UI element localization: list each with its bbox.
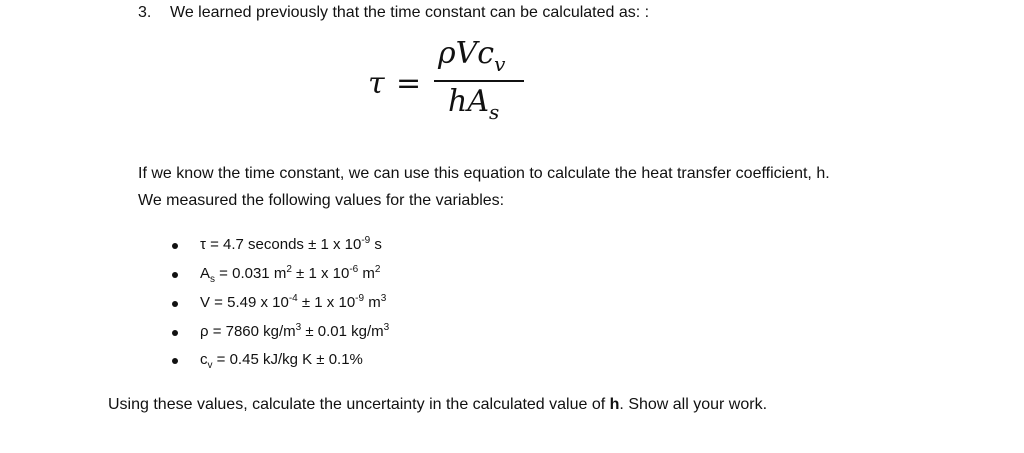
question-intro: We learned previously that the time constant can be calculated as: : [170,4,650,21]
bullet-specific-heat: $c_v = 0.45$ kJ/kg K ± 0.1% [200,351,363,371]
question-number: 3. [138,4,152,21]
bullet-dot [172,243,178,249]
bullet-density: ρ = 7860 $kg/m^3 \pm 0.01$ $kg/m^3$ [200,322,390,340]
paragraph-line-1: If we know the time constant, we can use this equation to calculate the heat transfer coefficient, h. [138,165,830,182]
final-instruction: Using these values, calculate the uncertainty in the calculated value of h. Show all your work. [108,396,768,413]
formula-fraction-bar [434,80,524,82]
bullet-volume: V = 5.49 x $10^{-4} \pm 1$ x $10^{-9}$ $m^3$ [200,293,387,311]
bullet-dot [172,301,178,307]
paragraph-line-2: We measured the following values for the variables: [138,192,505,209]
time-constant-formula [368,36,538,131]
bullet-dot [172,358,178,364]
formula-equals: = [396,66,422,101]
bullet-tau: τ = 4.7 seconds ± 1 x $10^{-9}$ s [200,235,382,253]
bullet-dot [172,330,178,336]
formula-lhs: τ [368,66,385,101]
bullet-dot [172,272,178,278]
bullet-area: $A_s = 0.031$ $m^2 \pm 1$ x $10^{-6}$ $m^2$ [200,264,381,285]
formula-numerator: ρVc$_v$ [438,36,506,76]
formula-denominator: $hA_s$ [448,84,500,124]
